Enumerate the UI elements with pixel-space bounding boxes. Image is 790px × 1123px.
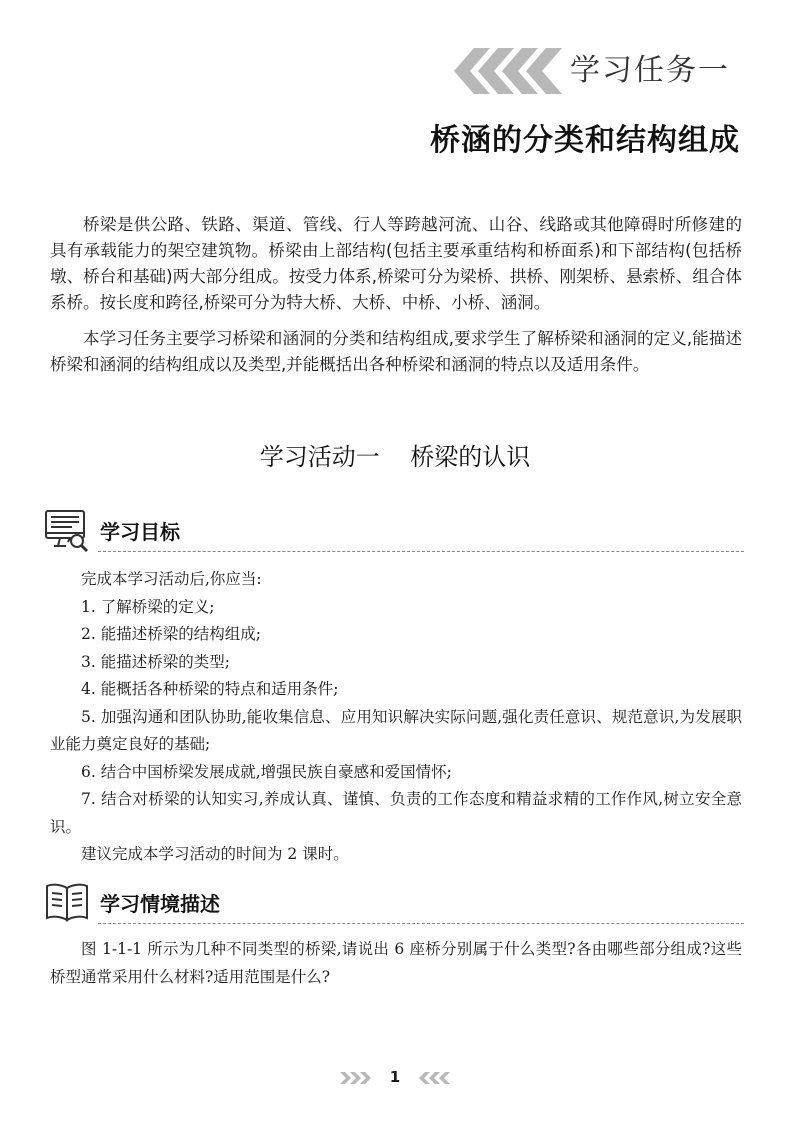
list-item: 1. 了解桥梁的定义; <box>81 597 215 616</box>
goals-section-header <box>44 508 744 552</box>
scenario-heading: 学习情境描述 <box>100 892 220 916</box>
scenario-section-header <box>44 880 744 924</box>
open-book-icon <box>44 880 90 924</box>
scenario-text: 图 1-1-1 所示为几种不同类型的桥梁,请说出 6 座桥分别属于什么类型?各由哪些部分组成?这些桥型通常采用什么材料?适用范围是什么? <box>50 940 742 986</box>
list-item: 7. 结合对桥梁的认知实习,养成认真、谨慎、负责的工作态度和精益求精的工作作风,树立安全意识。 <box>50 790 742 836</box>
chevrons-left-icon <box>414 1072 450 1084</box>
list-item: 建议完成本学习活动的时间为 2 课时。 <box>81 845 349 863</box>
list-item: 4. 能概括各种桥梁的特点和适用条件; <box>81 680 339 698</box>
page-title: 桥涵的分类和结构组成 <box>430 123 740 158</box>
list-item: 2. 能描述桥梁的结构组成; <box>81 625 261 643</box>
chevrons-right-icon <box>340 1072 376 1084</box>
task-label: 学习任务一 <box>570 53 730 88</box>
monitor-search-icon <box>44 508 90 552</box>
list-item: 3. 能描述桥梁的类型; <box>81 652 230 671</box>
list-item: 完成本学习活动后,你应当: <box>81 570 262 588</box>
list-item: 5. 加强沟通和团队协助,能收集信息、应用知识解决实际问题,强化责任意识、规范意识,为发展职业能力奠定良好的基础; <box>50 707 742 753</box>
page-number: 1 <box>389 1068 401 1086</box>
goals-list <box>50 566 742 869</box>
task-header-band <box>452 48 742 94</box>
activity-title: 学习活动一 桥梁的认识 <box>259 443 531 471</box>
chevrons-left-icon <box>452 48 572 94</box>
list-item: 6. 结合中国桥梁发展成就,增强民族自豪感和爱国情怀; <box>81 762 452 781</box>
section-divider <box>98 551 744 552</box>
goals-heading: 学习目标 <box>100 520 180 544</box>
page-footer <box>0 1068 790 1088</box>
intro-paragraph-2: 本学习任务主要学习桥梁和涵洞的分类和结构组成,要求学生了解桥梁和涵洞的定义,能描述桥梁和涵洞的结构组成以及类型,并能概括出各种桥梁和涵洞的特点以及适用条件。 <box>50 329 742 374</box>
section-divider <box>98 923 744 924</box>
intro-paragraph-1: 桥梁是供公路、铁路、渠道、管线、行人等跨越河流、山谷、线路或其他障碍时所修建的具有承载能力的架空建筑物。桥梁由上部结构(包括主要承重结构和桥面系)和下部结构(包括桥墩、桥台和基础)两大部分组成。按受力体系,桥梁可分为梁桥、拱桥、刚架桥、悬索桥、组合体系桥。按长度和跨径,桥梁可分为特大桥、大桥、中桥、小桥、涵洞。 <box>50 215 742 312</box>
